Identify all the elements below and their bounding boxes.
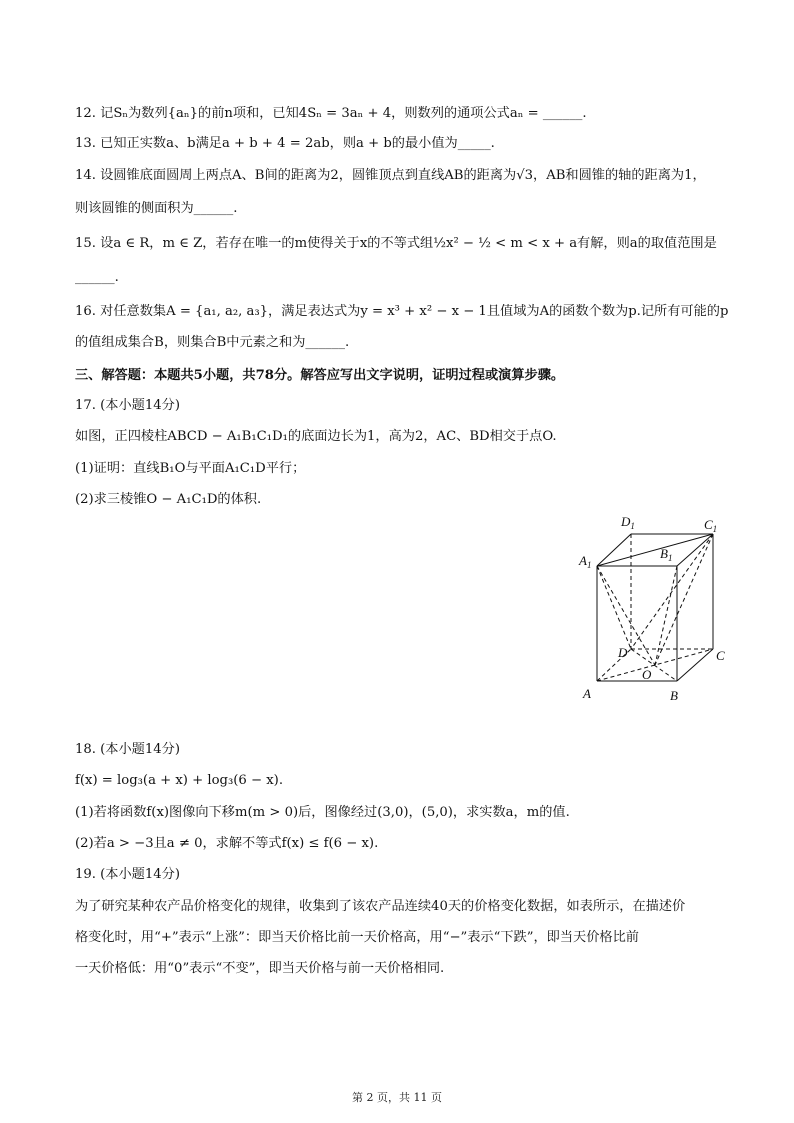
label-a1: $A_1$: [579, 553, 592, 570]
question-17-stem: 如图，正四棱柱ABCD − A₁B₁C₁D₁的底面边长为1，高为2，AC、BD相交于点O.: [75, 429, 557, 444]
page-footer: 第 2 页，共 11 页: [352, 1091, 442, 1104]
question-18-function: f(x) = log₃(a + x) + log₃(6 − x).: [75, 773, 284, 788]
question-16-cont: 的值组成集合B，则集合B中元素之和为______.: [75, 335, 350, 350]
question-18-part2: (2)若a > −3且a ≠ 0，求解不等式f(x) ≤ f(6 − x).: [75, 836, 379, 851]
label-b: B: [670, 688, 678, 703]
question-19-stem-cont: 格变化时，用“+”表示“上涨”：即当天价格比前一天价格高，用“−”表示“下跌”，即当天价格比前: [75, 930, 639, 945]
label-d1: $D_1$: [621, 514, 635, 531]
question-17-part1: (1)证明：直线B₁O与平面A₁C₁D平行；: [75, 461, 306, 476]
question-19-stem: 为了研究某种农产品价格变化的规律，收集到了该农产品连续40天的价格变化数据，如表所示，在描述价: [75, 899, 686, 914]
label-c1: $C_1$: [704, 517, 718, 534]
section-heading: 三、解答题：本题共5小题，共78分。解答应写出文字说明，证明过程或演算步骤。: [75, 368, 565, 383]
question-18-part1: (1)若将函数f(x)图像向下移m(m > 0)后，图像经过(3,0)，(5,0)，求实数a，m的值.: [75, 805, 570, 820]
question-14-cont: 则该圆锥的侧面积为______.: [75, 201, 238, 216]
label-c: C: [716, 648, 725, 663]
question-12: 12. 记Sₙ为数列{aₙ}的前n项和，已知4Sₙ = 3aₙ + 4，则数列的通项公式aₙ = ______.: [75, 106, 587, 121]
question-19-header: 19. (本小题14分): [75, 867, 180, 882]
prism-figure: [570, 508, 730, 708]
question-17-header: 17. (本小题14分): [75, 398, 180, 413]
label-o: O: [642, 667, 652, 682]
label-b1: $B_1$: [660, 546, 673, 563]
question-13: 13. 已知正实数a、b满足a + b + 4 = 2ab，则a + b的最小值为_____.: [75, 136, 495, 151]
question-19-stem-end: 一天价格低：用“0”表示“不变”，即当天价格与前一天价格相同.: [75, 961, 445, 976]
question-17-part2: (2)求三棱锥O − A₁C₁D的体积.: [75, 492, 262, 507]
question-18-header: 18. (本小题14分): [75, 742, 180, 757]
label-a: A: [583, 686, 591, 701]
question-14: 14. 设圆锥底面圆周上两点A、B间的距离为2，圆锥顶点到直线AB的距离为√3，AB和圆锥的轴的距离为1，: [75, 168, 706, 183]
question-16: 16. 对任意数集A = {a₁, a₂, a₃}，满足表达式为y = x³ + x² − x − 1且值域为A的函数个数为p.记所有可能的p: [75, 304, 729, 319]
question-15-cont: ______.: [75, 270, 119, 285]
label-d: D: [618, 645, 628, 660]
question-15: 15. 设a ∈ R，m ∈ Z，若存在唯一的m使得关于x的不等式组½x² − ½ < m < x + a有解，则a的取值范围是: [75, 236, 717, 251]
